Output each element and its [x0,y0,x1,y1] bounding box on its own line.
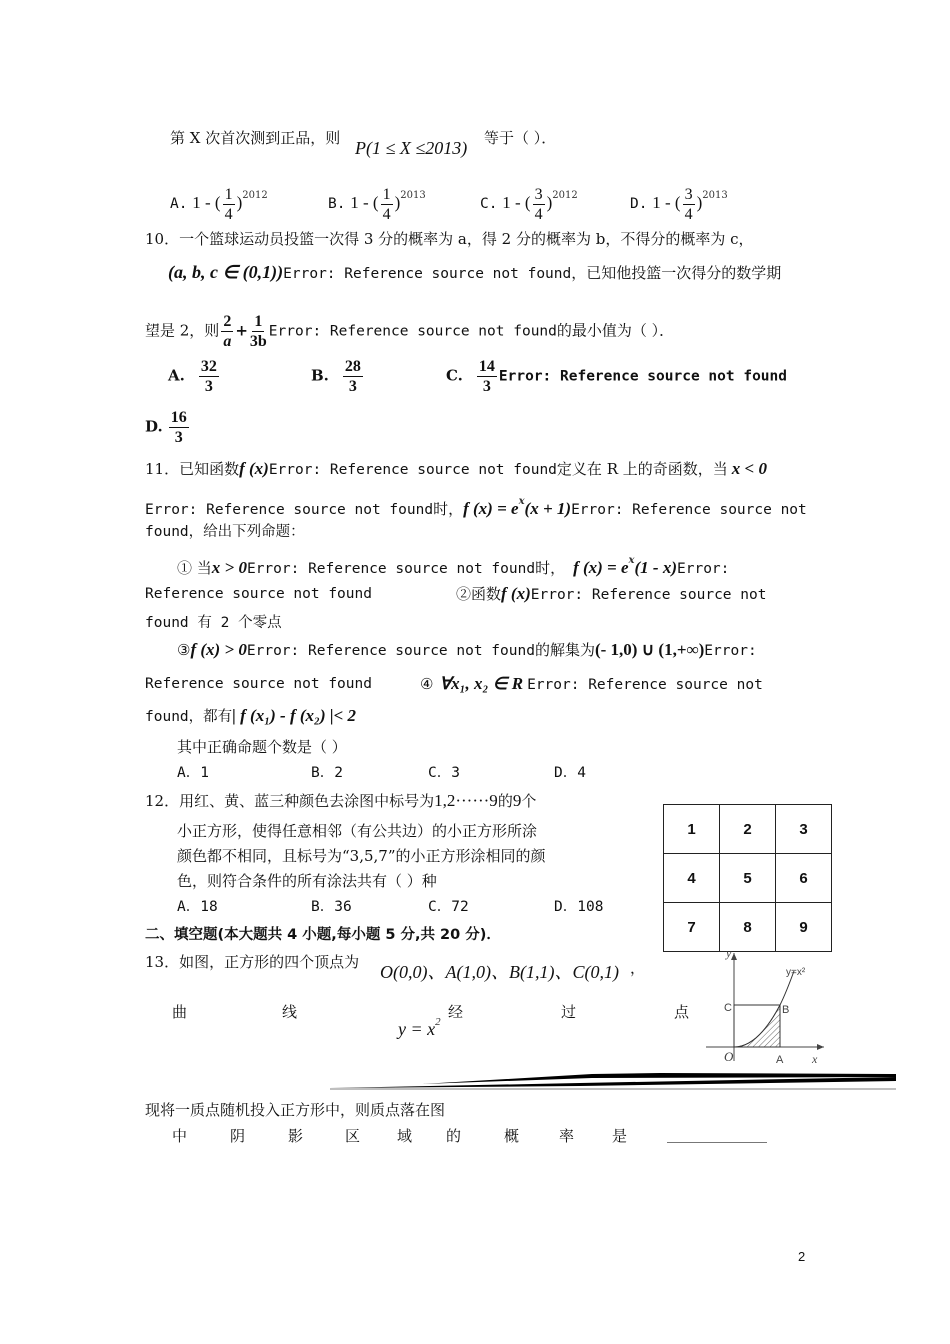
q9-option-lead: 1 - ( [652,193,681,212]
q9-option-den: 4 [534,205,543,223]
q12-nine: 9 [512,791,522,810]
grid-cell: 6 [776,854,832,903]
q13-line4-char: 阴 [230,1127,246,1145]
q9-option-label: B. [328,196,346,212]
q9-option-exp: 2012 [552,190,578,201]
q11-prop3-b: 的解集为 [534,641,595,659]
q11-prop2 [456,584,766,605]
q13-spread-2: 线 [282,1003,298,1021]
q11-prop4 [420,674,763,695]
fig-label-x: x [812,1052,818,1066]
q11-prop2-a: ②函数 [456,585,502,603]
answer-blank[interactable] [667,1128,767,1143]
q9-text-a: 第 X 次首次测到正品，则 [170,129,341,147]
grid-cell: 5 [720,854,776,903]
q9-option-num: 1 [224,185,233,203]
q11-f-pos: f (x) = e [573,558,629,577]
q10-condition: (a, b, c ∈ (0,1)) [168,262,284,282]
q11-prop1-a: ① 当 [177,559,212,577]
fig-label-curve: y=x² [786,967,806,978]
q10-line2 [168,262,781,284]
q9-option [170,176,268,224]
q9-text-b: 等于（ ）． [484,129,557,147]
q9-option [328,176,426,224]
q13-points: O(0,0)、A(1,0)、B(1,1)、C(0,1) [380,962,619,982]
q11-prop4-found: found，都有 [145,709,233,725]
q9-option-exp: 2012 [242,190,268,201]
q10-line3 [145,312,674,351]
q11-opt-a: A．1 [177,765,209,781]
q11-error-5: Error: [677,561,730,577]
q12-opt-a: A．18 [177,899,218,915]
q11-f-neg: f (x) = e [463,499,519,518]
fig-label-c: C [724,1002,732,1014]
q13-curve [398,1012,441,1039]
q11-prop2-fx: f (x) [501,584,531,603]
q12-opt-c: C．72 [428,899,469,915]
fig-label-a: A [776,1054,784,1066]
q11-prop2-found: found 有 2 个零点 [145,615,282,631]
q11-ask: 其中正确命题个数是（ ） [177,738,347,756]
q13-line4-char: 是 [612,1127,628,1145]
grid-cell: 8 [720,903,776,952]
q10-opt-a [168,357,221,396]
q13-figure [698,943,834,1073]
q11-text-b: 定义在 R 上的奇函数，当 [556,460,728,478]
q10-line1: 10．一个篮球运动员投篮一次得 3 分的概率为 a，得 2 分的概率为 b，不得分的概率为 c， [145,230,754,248]
q12-text-a: 12．用红、黄、蓝三种颜色去涂图中标号为 [145,792,435,810]
q9-probability: P(1 ≤ X ≤2013) [355,138,468,158]
q11-f-pos-tail: (1 - x) [634,558,677,577]
q11-line3: found，给出下列命题： [145,524,305,540]
q11-error-6: Reference source not found [145,586,372,602]
decorative-wedge [330,1070,910,1096]
q11-prop2-line2 [145,612,282,633]
q11-prop4-math: ∀x₁, x₂ ∈ R [439,674,524,693]
q12-text-c: 个 [521,792,537,810]
q11-error-7: Error: Reference source not [530,587,767,603]
q11-error-3: Error: Reference source not [571,502,807,518]
q9-option-exp: 2013 [400,190,426,201]
q13-comma: ， [630,959,646,977]
q9-option-tail: ) [236,193,243,212]
q9-option-exp: 2013 [702,190,728,201]
shaded-region [734,1005,780,1047]
q11-prop3-fx: f (x) > 0 [190,640,247,659]
q11-line2 [145,492,807,520]
q9-option [630,176,728,224]
q11-f-neg-exp: x [518,496,525,507]
q13-line3: 现将一质点随机投入正方形中，则质点落在图 [145,1101,446,1119]
q13-spread-5: 点 [674,1003,690,1021]
q10-opt-a-den: 3 [204,378,213,395]
q12-line4: 色，则符合条件的所有涂法共有（ ）种 [177,872,437,890]
q11-opt-d: D．4 [554,765,586,781]
q10-error: Error: Reference source not found [283,266,572,282]
fig-label-y: y [726,946,732,960]
fig-label-b: B [782,1004,790,1016]
q11-error-2: Error: Reference source not found [145,502,434,518]
q11-prop3-a: ③ [177,641,191,659]
q11-prop4-ineq: | f (x₁) - f (x₂) |< 2 [232,706,357,725]
grid-cell: 4 [664,854,720,903]
page-number: 2 [798,1249,806,1264]
q11-prop1-b: 时， [535,559,566,577]
q9-option-tail: ) [546,193,553,212]
q11-prop4-line2 [145,706,356,727]
q10-opt-c-error: Error: Reference source not found [498,368,787,385]
q13-line4-char: 概 [504,1127,520,1145]
q9-option-lead: 1 - ( [192,193,221,212]
q10-frac2-num: 1 [254,313,263,330]
grid-cell: 1 [664,805,720,854]
q13-line4-char: 影 [288,1127,304,1145]
q13-spread-1: 曲 [172,1003,188,1021]
q11-error-8: Error: Reference source not found [246,643,535,659]
q11-line1 [145,459,767,480]
q10-opt-c-den: 3 [482,378,491,395]
q9-option-tail: ) [696,193,703,212]
q11-error-11: Error: Reference source not [527,677,763,693]
q9-option [480,176,578,224]
q13-line4-char: 中 [172,1127,188,1145]
q13-line4-char: 的 [446,1127,462,1145]
grid-cell: 3 [776,805,832,854]
q13-spread-4: 过 [561,1003,577,1021]
q12-text-b: 的 [497,792,513,810]
q13-line4-char: 域 [397,1127,413,1145]
grid-cell: 9 [776,903,832,952]
q10-plus: + [235,321,248,340]
q9-option-lead: 1 - ( [502,193,531,212]
q10-frac2-den: 3b [249,333,267,350]
q10-opt-d-label: D. [145,417,163,436]
q9-option-tail: ) [394,193,401,212]
q9-option-num: 3 [684,185,693,203]
q11-f-pos-exp: x [628,555,635,566]
q11-text-a: 11．已知函数 [145,460,240,478]
q10-opt-b [311,357,365,396]
q11-f-neg-tail: (x + 1) [524,499,572,518]
q9-option-den: 4 [382,205,391,223]
q10-opt-a-num: 32 [200,358,217,375]
q10-opt-c-num: 14 [478,358,495,375]
q11-prop3 [177,640,757,661]
q13-spread-3: 经 [448,1003,464,1021]
q10-line3-a: 望是 2，则 [145,321,220,340]
q12-line3: 颜色都不相同，且标号为“3,5,7”的小正方形涂相同的颜 [177,847,546,865]
q9-line1 [170,128,340,148]
q11-x-lt-0: x < 0 [731,459,767,478]
q13-curve-text: y = x [398,1019,436,1039]
q10-error-2: Error: Reference source not found [268,323,557,340]
q10-line2-tail: ，已知他投篮一次得分的数学期 [571,264,782,282]
q12-seq: 1,2······9 [434,791,498,810]
section2-heading: 二、填空题(本大题共 4 小题,每小题 5 分,共 20 分)． [145,927,501,943]
q9-option-num: 1 [382,185,391,203]
q11-opt-c: C．3 [428,765,460,781]
q9-option-den: 4 [684,205,693,223]
q13-text-a: 13．如图，正方形的四个顶点为 [145,953,360,971]
q11-error-4: Error: Reference source not found [246,561,536,577]
q10-opt-d-den: 3 [174,429,183,446]
q11-prop3-set: (- 1,0) ∪ (1,+∞) [594,640,705,659]
q12-grid [663,804,832,952]
q10-line3-tail: 的最小值为（ ）． [556,321,675,340]
q9-option-label: D. [630,196,648,212]
grid-cell: 7 [664,903,720,952]
q9-option-label: C. [480,196,498,212]
q11-prop1 [177,551,729,579]
q13-line4-char: 率 [559,1127,575,1145]
q10-opt-c [446,357,787,396]
q13-curve-exp: 2 [435,1016,441,1028]
q10-opt-b-label: B. [311,366,329,385]
q11-error-1: Error: Reference source not found [268,462,557,478]
q11-error-10: Reference source not found [145,676,372,692]
q11-fx: f (x) [239,459,269,478]
q10-opt-c-label: C. [446,366,463,385]
q9-option-den: 4 [224,205,233,223]
q11-error-9: Error: [704,643,757,659]
q10-opt-b-num: 28 [344,358,361,375]
q9-option-lead: 1 - ( [350,193,379,212]
q12-opt-b: B．36 [311,899,352,915]
fig-label-o: O [724,1049,734,1064]
q11-when: 时， [433,500,464,518]
q10-frac1-den: a [223,333,232,350]
grid-cell: 2 [720,805,776,854]
q11-opt-b: B．2 [311,765,343,781]
q10-opt-d [145,408,191,447]
q11-prop4-a: ④ [420,675,434,693]
q11-x-gt-0: x > 0 [211,558,247,577]
q9-option-label: A. [170,196,188,212]
q12-line1 [145,791,536,811]
q10-opt-a-label: A. [168,366,185,385]
q12-opt-d: D．108 [554,899,604,915]
q10-opt-b-den: 3 [348,378,357,395]
q10-opt-d-num: 16 [170,409,187,426]
q12-line2: 小正方形，使得任意相邻（有公共边）的小正方形所涂 [177,822,538,840]
q10-frac1-num: 2 [223,313,232,330]
q9-option-num: 3 [534,185,543,203]
q13-line4-char: 区 [345,1127,361,1145]
q13-line1 [145,952,359,972]
